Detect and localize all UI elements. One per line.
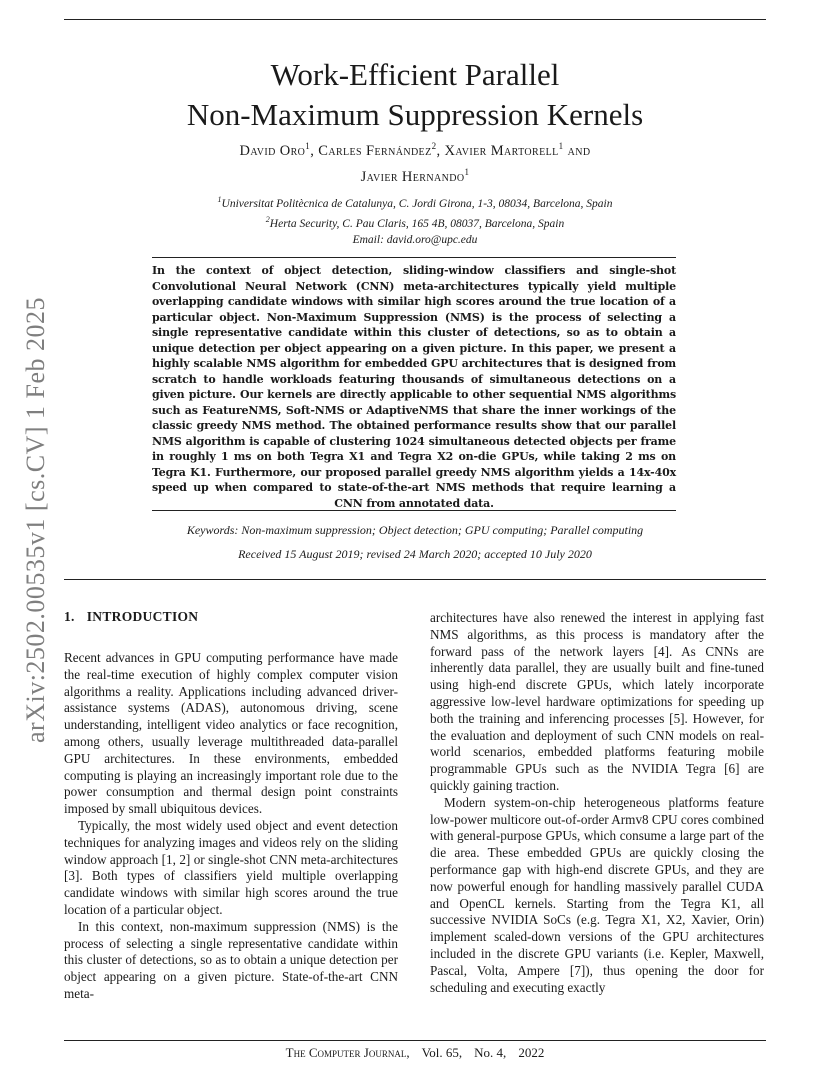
- abstract: In the context of object detection, sliding-window classifiers and single-shot Convolutional Neural Network (CNN) meta-architectures typically yield multiple overlapping candidate windows with similar high scores around the true location of a particular object. Non-Maximum Suppression (NMS) is the process of selecting a single representative candidate within this cluster of detections, so as to obtain a unique detection per object appearing on a given picture. In this paper, we present a highly scalable NMS algorithm for embedded GPU architectures that is designed from scratch to handle workloads featuring thousands of simultaneous detections on a given picture. Our kernels are directly applicable to other sequential NMS algorithms such as FeatureNMS, Soft-NMS or AdaptiveNMS that share the inner workings of the classic greedy NMS method. The obtained performance results show that our parallel NMS algorithm is capable of clustering 1024 simultaneous detected objects per frame in roughly 1 ms on both Tegra X1 and Tegra X2 on-die GPUs, while taking 2 ms on Tegra K1. Furthermore, our proposed parallel greedy NMS algorithm yields a 14x-40x speed up when compared to state-of-the-art NMS methods that require learning a CNN from annotated data.: [152, 264, 676, 510]
- body-rule: [64, 579, 766, 580]
- section-title: INTRODUCTION: [86, 609, 199, 624]
- paragraph: In this context, non-maximum suppression (NMS) is the process of selecting a single representative candidate within this cluster of detections, so as to obtain a unique detection per object appearing on a given picture. State-of-the-art CNN meta-: [64, 918, 398, 1001]
- paragraph: Recent advances in GPU computing performance have made the real-time execution of highly complex computer vision algorithms a reality. Applications including advanced driver-assistance systems (ADAS), autonomous driving, scene understanding, intelligent video analytics or face recognition, among others, usually leverage multithreaded data-parallel GPU architectures. In these environments, embedded computing is playing an increasingly important role due to the power consumption and thermal design point constraints imposed by small ubiquitous devices.: [64, 650, 398, 817]
- abstract-rule-bottom: [152, 510, 676, 511]
- section-heading: [64, 608, 398, 626]
- affiliation-2: [64, 212, 766, 232]
- affiliation-text: Herta Security, C. Pau Claris, 165 4B, 08037, Barcelona, Spain: [269, 217, 565, 230]
- journal-name: The Computer Journal,: [285, 1045, 410, 1060]
- footer-rule: [64, 1040, 766, 1041]
- author-name: Xavier Martorell: [444, 142, 559, 159]
- journal-number: No. 4,: [474, 1045, 507, 1060]
- affiliation-marker: 1: [558, 141, 564, 151]
- right-column: [430, 610, 764, 996]
- affiliation-marker: 1: [217, 195, 222, 204]
- abstract-rule-top: [152, 257, 676, 258]
- received-dates: Received 15 August 2019; revised 24 March 2020; accepted 10 July 2020: [238, 547, 592, 561]
- author-name: Carles Fernández: [318, 142, 432, 159]
- author-list: David Oro$^1$, Carles Fernández$^2$, Xavier Martorell$^1$ and Javier Hernando$^1$: [239, 141, 591, 185]
- page-footer: [64, 1045, 766, 1061]
- paragraph: architectures have also renewed the interest in applying fast NMS algorithms, as this process is mandatory after the forward pass of the network layers [4]. As CNNs are inherently data parallel, they are usually built and fine-tuned using high-end discrete GPUs, which lately incorporate aggressive low-level hardware optimizations for speeding up both the training and inferencing processes [5]. However, for the evaluation and deployment of such CNN models on real-world scenarios, embedded platforms featuring mobile programmable GPUs such as the NVIDIA Tegra [6] are quickly gaining traction.: [430, 610, 764, 793]
- author-conjunction: and: [567, 142, 591, 159]
- affiliation-marker: 1: [464, 166, 470, 177]
- title-line-2: Non-Maximum Suppression Kernels: [186, 96, 644, 132]
- header-rule: [64, 19, 766, 20]
- affiliation-marker: 1: [305, 141, 311, 151]
- paper-title: [64, 55, 766, 135]
- author-name: David Oro: [239, 142, 306, 159]
- title-line-1: Work-Efficient Parallel: [270, 56, 560, 92]
- paragraph: Typically, the most widely used object and event detection techniques for analyzing images and videos rely on the sliding window approach [1, 2] or single-shot CNN meta-architectures [3]. Both types of classifiers yield multiple overlapping candidate windows with similar high scores around the true location of a particular object.: [64, 817, 398, 917]
- left-column: [64, 608, 398, 1003]
- affiliation-1: [64, 192, 766, 212]
- affiliation-marker: 2: [265, 214, 270, 224]
- paragraph: Modern system-on-chip heterogeneous platforms feature low-power multicore out-of-order Armv8 CPU cores combined with general-purpose GPUs, which consume a large part of the die area. These embedded GPUs are quickly closing the performance gap with high-end discrete GPUs, and they are now powerful enough for handling massively parallel CUDA and OpenCL kernels. Starting from the Tegra K1, all successive NVIDIA SoCs (e.g. Tegra X1, X2, Xavier, Orin) implement scaled-down versions of the GPU architectures included in the discrete GPU variants (i.e. Kepler, Maxwell, Pascal, Volta, Ampere [7]), thus opening the door for scheduling and executing exactly: [430, 794, 765, 995]
- affiliation-text: Universitat Politècnica de Catalunya, C. Jordi Girona, 1-3, 08034, Barcelona, Spain: [221, 197, 613, 210]
- contact-email: Email: david.oro@upc.edu: [352, 233, 478, 246]
- journal-volume: Vol. 65,: [421, 1045, 463, 1060]
- section-number: 1.: [64, 609, 75, 624]
- affiliation-marker: 2: [431, 141, 437, 151]
- keywords: Keywords: Non-maximum suppression; Object detection; GPU computing; Parallel computing: [186, 523, 644, 537]
- arxiv-stamp: arXiv:2502.00535v1 [cs.CV] 1 Feb 2025: [21, 296, 50, 744]
- affiliations: [64, 192, 766, 248]
- journal-year: 2022: [518, 1045, 545, 1060]
- author-name: Javier Hernando: [360, 168, 465, 185]
